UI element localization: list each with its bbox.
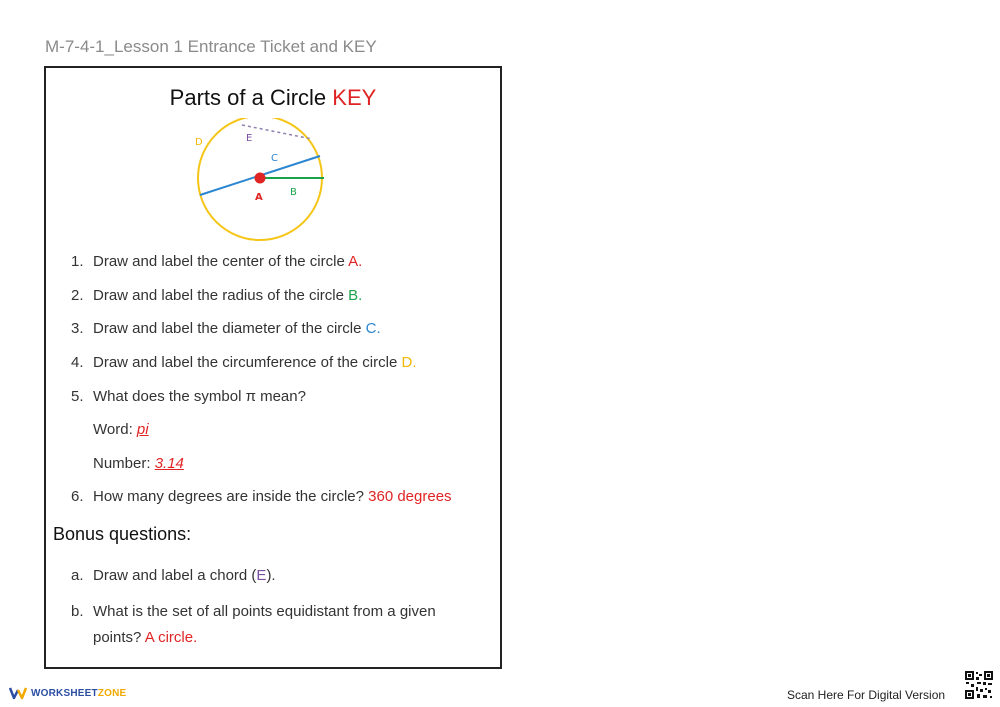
worksheet-card [44,66,502,669]
bonus-question-a: a. Draw and label a chord (E). [71,567,276,584]
qr-code-icon[interactable] [964,670,994,700]
logo-w-icon [9,686,27,700]
logo-text-worksheet: WORKSHEET [31,687,98,699]
card-title-main: Parts of a Circle [169,85,327,110]
label-b: B [290,187,297,198]
bonus-question-b: b. What is the set of all points equidistant from a given [71,603,436,620]
circle-diagram [192,118,342,248]
logo-text-zone: ZONE [97,687,127,699]
question-4: 4. Draw and label the circumference of the circle D. [71,354,417,371]
label-e: E [246,133,253,144]
card-title [46,85,500,111]
label-a: A [255,192,263,203]
bonus-heading: Bonus questions: [53,524,192,544]
question-2: 2. Draw and label the radius of the circle B. [71,287,363,304]
document-title: M-7-4-1_Lesson 1 Entrance Ticket and KEY [45,37,377,56]
bonus-question-b-line2: points? A circle. [93,629,198,646]
label-d: D [195,137,203,148]
answer-number: Number: 3.14 [93,455,184,472]
question-1: 1. Draw and label the center of the circle A. [71,253,363,270]
question-6: 6. How many degrees are inside the circle? 360 degrees [71,488,452,505]
card-title-key: KEY [332,85,377,110]
label-c: C [271,153,278,164]
question-3: 3. Draw and label the diameter of the circle C. [71,320,381,337]
scan-caption: Scan Here For Digital Version [787,688,946,702]
question-5: 5. What does the symbol π mean? [71,388,306,405]
center-a [255,173,266,184]
answer-word: Word: pi [93,421,149,438]
worksheetzone-logo[interactable] [9,686,126,700]
